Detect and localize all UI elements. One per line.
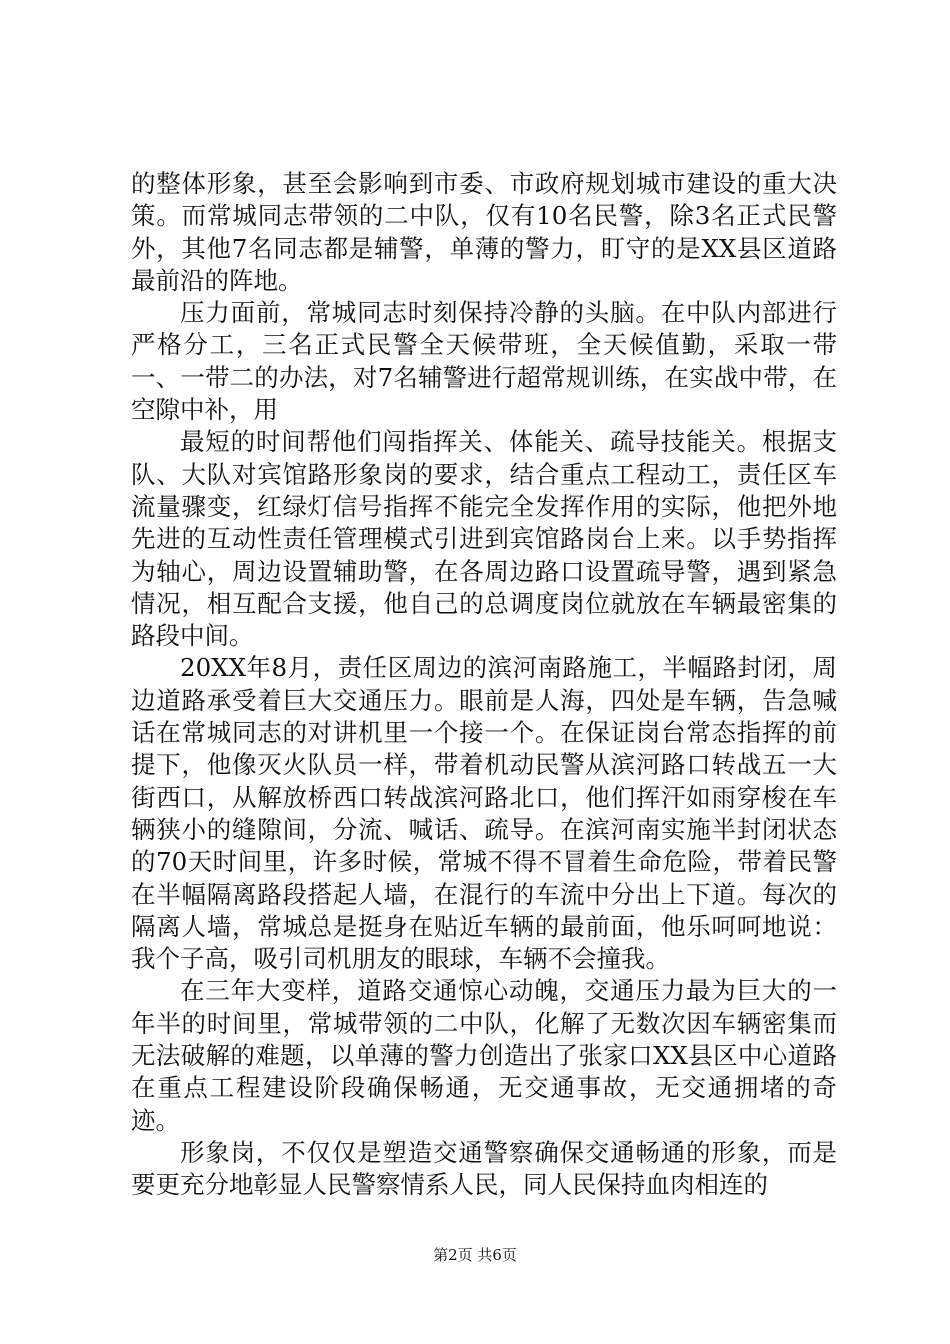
paragraph-2: 压力面前，常城同志时刻保持冷静的头脑。在中队内部进行严格分工，三名正式民警全天候带班，全天候值勤，采取一带一、一带二的办法，对7名辅警进行超常规训练，在实战中带，在空隙中补，用	[131, 298, 837, 425]
paragraph-3: 最短的时间帮他们闯指挥关、体能关、疏导技能关。根据支队、大队对宾馆路形象岗的要求，结合重点工程动工，责任区车流量骤变，红绿灯信号指挥不能完全发挥作用的实际，他把外地先进的互动性责任管理模式引进到宾馆路岗台上来。以手势指挥为轴心，周边设置辅助警，在各周边路口设置疏导警，遇到紧急情况，相互配合支援，他自己的总调度岗位就放在车辆最密集的路段中间。	[131, 427, 837, 651]
paragraph-1: 的整体形象，甚至会影响到市委、市政府规划城市建设的重大决策。而常城同志带领的二中队，仅有10名民警，除3名正式民警外，其他7名同志都是辅警，单薄的警力，盯守的是XX县区道路最前沿的阵地。	[131, 169, 837, 295]
paragraph-6: 形象岗，不仅仅是塑造交通警察确保交通畅通的形象，而是要更充分地彰显人民警察情系人民，同人民保持血肉相连的	[131, 1137, 837, 1200]
document-body	[131, 168, 837, 1202]
paragraph-5: 在三年大变样，道路交通惊心动魄，交通压力最为巨大的一年半的时间里，常城带领的二中队，化解了无数次因车辆密集而无法破解的难题，以单薄的警力创造出了张家口XX县区中心道路在重点工程建设阶段确保畅通，无交通事故，无交通拥堵的奇迹。	[131, 976, 837, 1135]
paragraph-4: 20XX年8月，责任区周边的滨河南路施工，半幅路封闭，周边道路承受着巨大交通压力。眼前是人海，四处是车辆，告急喊话在常城同志的对讲机里一个接一个。在保证岗台常态指挥的前提下，他像灭火队员一样，带着机动民警从滨河路口转战五一大街西口，从解放桥西口转战滨河路北口，他们挥汗如雨穿梭在车辆狭小的缝隙间，分流、喊话、疏导。在滨河南实施半封闭状态的70天时间里，许多时候，常城不得不冒着生命危险，带着民警在半幅隔离路段搭起人墙，在混行的车流中分出上下道。每次的隔离人墙，常城总是挺身在贴近车辆的最前面，他乐呵呵地说：我个子高，吸引司机朋友的眼球，车辆不会撞我。	[131, 653, 837, 974]
page-number-footer: 第2页 共6页	[433, 1246, 517, 1264]
